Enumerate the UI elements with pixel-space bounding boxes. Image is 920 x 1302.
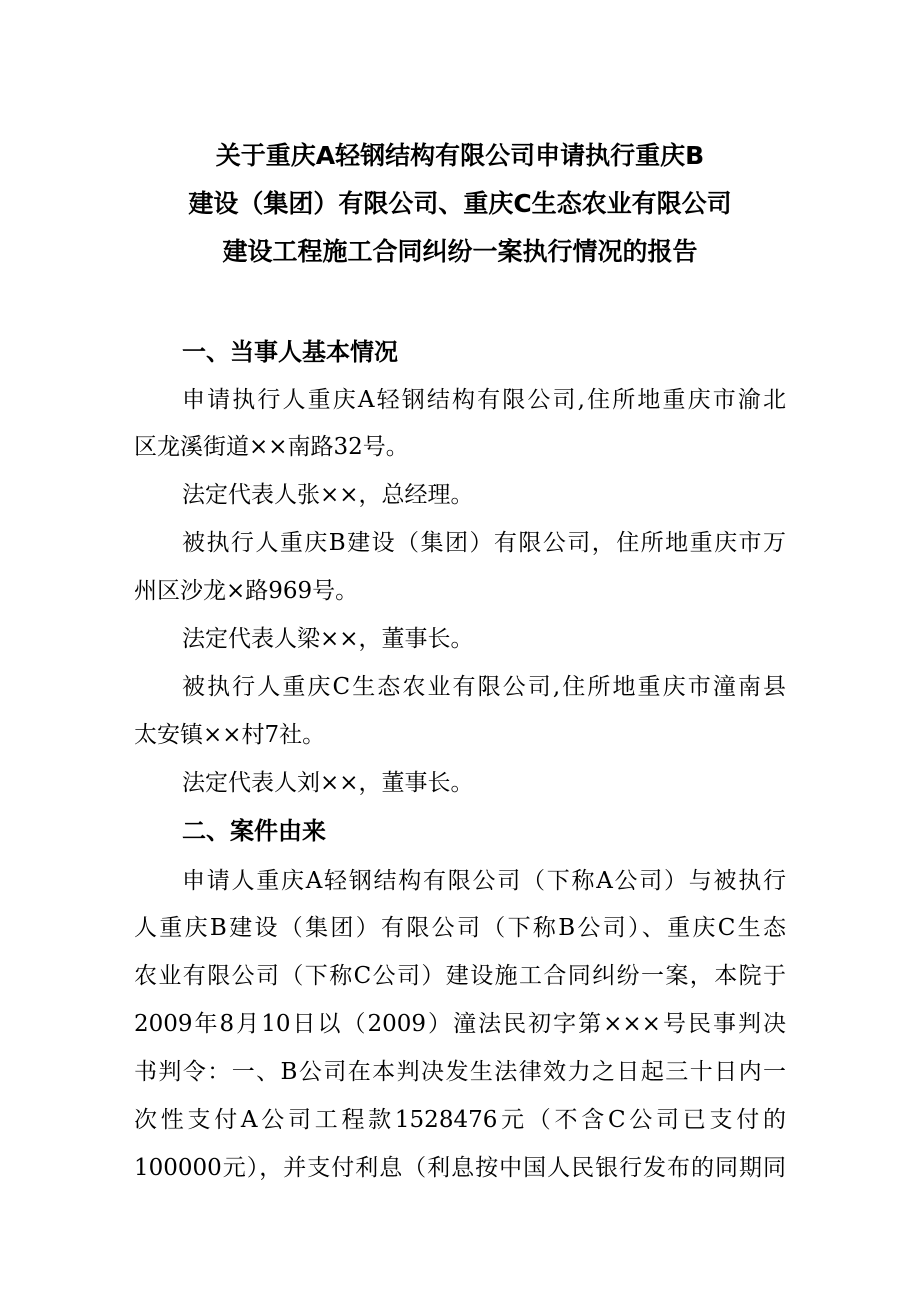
case-paragraph-line-7: 100000元），并支付利息（利息按中国人民银行发布的同期同: [134, 1155, 786, 1181]
respondent-b-paragraph-line-2: 州区沙龙×路969号。: [134, 578, 359, 604]
applicant-paragraph-line-1: 申请执行人重庆A轻钢结构有限公司,住所地重庆市渝北: [182, 387, 786, 413]
respondent-c-representative: 法定代表人刘××，董事长。: [182, 770, 474, 796]
case-paragraph-line-5: 书判令：一、B公司在本判决发生法律效力之日起三十日内一: [134, 1059, 786, 1085]
document-title-line-1: 关于重庆A轻钢结构有限公司申请执行重庆B: [215, 141, 705, 170]
respondent-c-paragraph-line-1: 被执行人重庆C生态农业有限公司,住所地重庆市潼南县: [182, 674, 786, 700]
case-paragraph-line-2: 人重庆B建设（集团）有限公司（下称B公司）、重庆C生态: [134, 915, 786, 941]
section-heading-parties: 一、当事人基本情况: [182, 338, 398, 366]
section-heading-case-origin: 二、案件由来: [182, 817, 326, 845]
document-title-line-3: 建设工程施工合同纠纷一案执行情况的报告: [222, 237, 698, 266]
respondent-b-representative: 法定代表人梁××，董事长。: [182, 626, 474, 652]
applicant-representative: 法定代表人张××，总经理。: [182, 482, 474, 508]
respondent-b-paragraph-line-1: 被执行人重庆B建设（集团）有限公司，住所地重庆市万: [182, 530, 786, 556]
respondent-c-paragraph-line-2: 太安镇××村7社。: [134, 722, 326, 748]
case-paragraph-line-6: 次性支付A公司工程款1528476元（不含C公司已支付的: [134, 1107, 786, 1133]
case-paragraph-line-4: 2009年8月10日以（2009）潼法民初字第×××号民事判决: [134, 1011, 786, 1037]
document-title-line-2: 建设（集团）有限公司、重庆C生态农业有限公司: [188, 189, 732, 218]
case-paragraph-line-3: 农业有限公司（下称C公司）建设施工合同纠纷一案，本院于: [134, 963, 786, 989]
case-paragraph-line-1: 申请人重庆A轻钢结构有限公司（下称A公司）与被执行: [182, 868, 786, 894]
applicant-paragraph-line-2: 区龙溪街道××南路32号。: [134, 434, 409, 460]
